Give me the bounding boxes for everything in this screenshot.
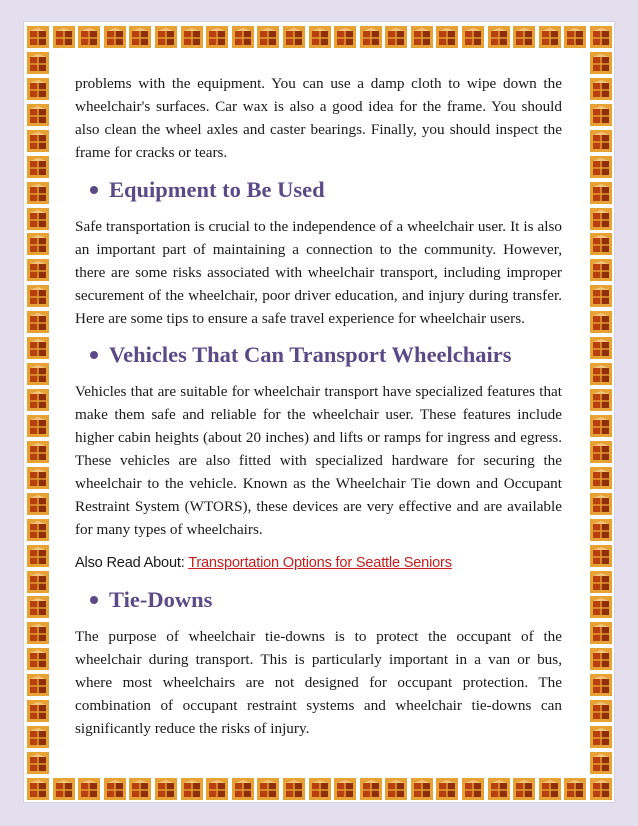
orange-block-tile-icon bbox=[436, 26, 458, 48]
orange-block-tile-icon bbox=[27, 259, 49, 281]
orange-block-tile-icon bbox=[590, 648, 612, 670]
orange-block-tile-icon bbox=[78, 26, 100, 48]
orange-block-tile-icon bbox=[385, 778, 407, 800]
bullet-icon bbox=[90, 186, 98, 194]
orange-block-tile-icon bbox=[590, 726, 612, 748]
orange-block-tile-icon bbox=[590, 622, 612, 644]
orange-block-tile-icon bbox=[27, 130, 49, 152]
orange-block-tile-icon bbox=[27, 104, 49, 126]
section-paragraph-equipment: Safe transportation is crucial to the independence of a wheelchair user. It is also an important part of maintaining a connection to the community. However, there are some risks associated with wheelchair transport, including improper securement of the wheelchair, poor driver education, and injury during transfer. Here are some tips to ensure a safe travel experience for wheelchair users. bbox=[75, 218, 562, 327]
orange-block-tile-icon bbox=[309, 26, 331, 48]
orange-block-tile-icon bbox=[590, 78, 612, 100]
orange-block-tile-icon bbox=[27, 415, 49, 437]
orange-block-tile-icon bbox=[206, 26, 228, 48]
orange-block-tile-icon bbox=[590, 519, 612, 541]
orange-block-tile-icon bbox=[181, 26, 203, 48]
orange-block-tile-icon bbox=[590, 571, 612, 593]
orange-block-tile-icon bbox=[129, 778, 151, 800]
orange-block-tile-icon bbox=[590, 752, 612, 774]
orange-block-tile-icon bbox=[539, 26, 561, 48]
section-paragraph-tie-downs: The purpose of wheelchair tie-downs is to protect the occupant of the wheelchair during transport. This is particularly important in a van or bus, where most wheelchairs are not designed for occupant protection. The combination of occupant restraint systems and wheelchair tie-downs can significantly reduce the risks of injury. bbox=[75, 628, 562, 737]
orange-block-tile-icon bbox=[462, 778, 484, 800]
orange-block-tile-icon bbox=[334, 778, 356, 800]
orange-block-tile-icon bbox=[590, 674, 612, 696]
orange-block-tile-icon bbox=[360, 778, 382, 800]
orange-block-tile-icon bbox=[27, 285, 49, 307]
section-heading-tie-downs bbox=[75, 586, 562, 614]
orange-block-tile-icon bbox=[590, 467, 612, 489]
orange-block-tile-icon bbox=[590, 52, 612, 74]
orange-block-tile-icon bbox=[27, 726, 49, 748]
orange-block-tile-icon bbox=[385, 26, 407, 48]
orange-block-tile-icon bbox=[590, 26, 612, 48]
orange-block-tile-icon bbox=[27, 441, 49, 463]
orange-block-tile-icon bbox=[257, 26, 279, 48]
bullet-icon bbox=[90, 596, 98, 604]
orange-block-tile-icon bbox=[513, 778, 535, 800]
orange-block-tile-icon bbox=[564, 778, 586, 800]
orange-block-tile-icon bbox=[27, 467, 49, 489]
orange-block-tile-icon bbox=[590, 130, 612, 152]
orange-block-tile-icon bbox=[590, 389, 612, 411]
also-read-label: Also Read About bbox=[75, 555, 181, 571]
orange-block-tile-icon bbox=[590, 259, 612, 281]
orange-block-tile-icon bbox=[232, 26, 254, 48]
orange-block-tile-icon bbox=[334, 26, 356, 48]
orange-block-tile-icon bbox=[27, 648, 49, 670]
orange-block-tile-icon bbox=[436, 778, 458, 800]
orange-block-tile-icon bbox=[27, 519, 49, 541]
orange-block-tile-icon bbox=[27, 78, 49, 100]
orange-block-tile-icon bbox=[53, 26, 75, 48]
orange-block-tile-icon bbox=[590, 285, 612, 307]
orange-block-tile-icon bbox=[27, 596, 49, 618]
orange-block-tile-icon bbox=[181, 778, 203, 800]
orange-block-tile-icon bbox=[513, 26, 535, 48]
orange-block-tile-icon bbox=[590, 441, 612, 463]
orange-block-tile-icon bbox=[27, 26, 49, 48]
bullet-icon bbox=[90, 351, 98, 359]
orange-block-tile-icon bbox=[590, 311, 612, 333]
orange-block-tile-icon bbox=[27, 571, 49, 593]
orange-block-tile-icon bbox=[590, 208, 612, 230]
orange-block-tile-icon bbox=[590, 545, 612, 567]
orange-block-tile-icon bbox=[206, 778, 228, 800]
orange-block-tile-icon bbox=[564, 26, 586, 48]
orange-block-tile-icon bbox=[78, 778, 100, 800]
orange-block-tile-icon bbox=[539, 778, 561, 800]
orange-block-tile-icon bbox=[462, 26, 484, 48]
orange-block-tile-icon bbox=[257, 778, 279, 800]
orange-block-tile-icon bbox=[27, 778, 49, 800]
orange-block-tile-icon bbox=[232, 778, 254, 800]
document-body bbox=[75, 72, 562, 740]
orange-block-tile-icon bbox=[411, 26, 433, 48]
orange-block-tile-icon bbox=[27, 233, 49, 255]
orange-block-tile-icon bbox=[27, 363, 49, 385]
orange-block-tile-icon bbox=[155, 26, 177, 48]
section-heading-text: Vehicles That Can Transport Wheelchairs bbox=[109, 342, 512, 367]
orange-block-tile-icon bbox=[590, 233, 612, 255]
orange-block-tile-icon bbox=[590, 493, 612, 515]
orange-block-tile-icon bbox=[590, 182, 612, 204]
orange-block-tile-icon bbox=[590, 156, 612, 178]
orange-block-tile-icon bbox=[104, 778, 126, 800]
orange-block-tile-icon bbox=[488, 778, 510, 800]
orange-block-tile-icon bbox=[590, 596, 612, 618]
orange-block-tile-icon bbox=[27, 311, 49, 333]
section-heading-vehicles bbox=[75, 341, 562, 369]
orange-block-tile-icon bbox=[590, 415, 612, 437]
orange-block-tile-icon bbox=[309, 778, 331, 800]
orange-block-tile-icon bbox=[53, 778, 75, 800]
section-heading-text: Tie-Downs bbox=[109, 587, 213, 612]
orange-block-tile-icon bbox=[104, 26, 126, 48]
also-read-link[interactable]: Transportation Options for Seattle Seniors bbox=[188, 555, 452, 571]
orange-block-tile-icon bbox=[27, 493, 49, 515]
orange-block-tile-icon bbox=[27, 156, 49, 178]
orange-block-tile-icon bbox=[27, 182, 49, 204]
also-read-separator: : bbox=[180, 555, 189, 571]
orange-block-tile-icon bbox=[590, 337, 612, 359]
orange-block-tile-icon bbox=[27, 52, 49, 74]
orange-block-tile-icon bbox=[27, 545, 49, 567]
orange-block-tile-icon bbox=[283, 778, 305, 800]
section-paragraph-vehicles: Vehicles that are suitable for wheelchair transport have specialized features that make them safe and reliable for the wheelchair user. These features include higher cabin heights (about 20 inches) and lifts or ramps for ingress and egress. These vehicles are also fitted with specialized hardware for securing the wheelchair to the vehicle. Known as the Wheelchair Tie down and Occupant Restraint System (WTORS), these devices are very effective and are available for many types of wheelchairs. bbox=[75, 383, 562, 538]
intro-paragraph: problems with the equipment. You can use a damp cloth to wipe down the wheelchair's surfaces. Car wax is also a good idea for the frame. You should also clean the wheel axles and caster bearings. Finally, you should inspect the frame for cracks or tears. bbox=[75, 75, 562, 161]
orange-block-tile-icon bbox=[411, 778, 433, 800]
orange-block-tile-icon bbox=[27, 752, 49, 774]
section-heading-equipment bbox=[75, 176, 562, 204]
orange-block-tile-icon bbox=[27, 674, 49, 696]
orange-block-tile-icon bbox=[27, 389, 49, 411]
orange-block-tile-icon bbox=[27, 622, 49, 644]
orange-block-tile-icon bbox=[27, 337, 49, 359]
orange-block-tile-icon bbox=[155, 778, 177, 800]
orange-block-tile-icon bbox=[360, 26, 382, 48]
section-heading-text: Equipment to Be Used bbox=[109, 177, 325, 202]
orange-block-tile-icon bbox=[129, 26, 151, 48]
also-read-line bbox=[75, 553, 562, 573]
orange-block-tile-icon bbox=[590, 363, 612, 385]
orange-block-tile-icon bbox=[590, 700, 612, 722]
orange-block-tile-icon bbox=[27, 700, 49, 722]
orange-block-tile-icon bbox=[590, 778, 612, 800]
orange-block-tile-icon bbox=[590, 104, 612, 126]
orange-block-tile-icon bbox=[283, 26, 305, 48]
orange-block-tile-icon bbox=[488, 26, 510, 48]
orange-block-tile-icon bbox=[27, 208, 49, 230]
